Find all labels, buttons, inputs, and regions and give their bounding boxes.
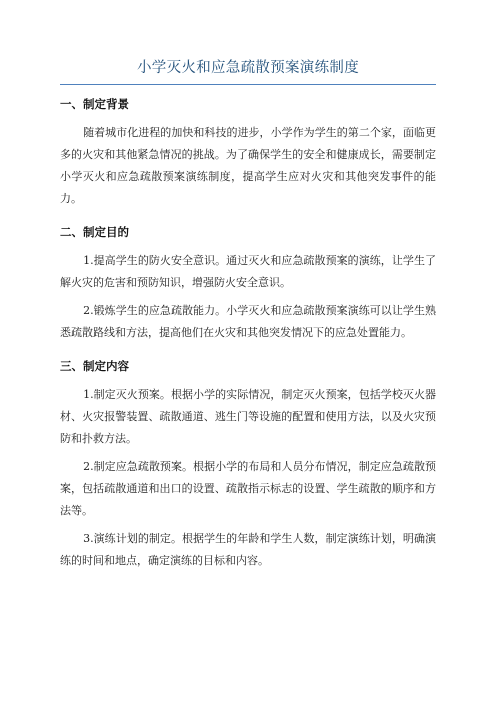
section-content: [60, 358, 436, 572]
paragraph: 3.演练计划的制定。根据学生的年龄和学生人数，制定演练计划，明确演练的时间和地点，确定演练的目标和内容。: [60, 532, 436, 567]
section-heading: 三、制定内容: [60, 359, 129, 373]
document-body: [60, 96, 436, 578]
section-spacer: [60, 350, 436, 358]
paragraph: 2.制定应急疏散预案。根据小学的布局和人员分布情况，制定应急疏散预案，包括疏散通道和出口的设置、疏散指示标志的设置、学生疏散的顺序和方法等。: [60, 460, 436, 517]
paragraph: 1.制定灭火预案。根据小学的实际情况，制定灭火预案，包括学校灭火器材、火灾报警装置、疏散通道、逃生门等设施的配置和使用方法，以及火灾预防和扑救方法。: [60, 388, 436, 445]
paragraph: 1.提高学生的防火安全意识。通过灭火和应急疏散预案的演练，让学生了解火灾的危害和预防知识，增强防火安全意识。: [60, 254, 436, 289]
section-spacer: [60, 216, 436, 224]
document-title: 小学灭火和应急疏散预案演练制度: [137, 60, 359, 76]
paragraph: 2.锻炼学生的应急疏散能力。小学灭火和应急疏散预案演练可以让学生熟悉疏散路线和方法，提高他们在火灾和其他突发情况下的应急处置能力。: [60, 304, 436, 339]
section-heading: 一、制定背景: [60, 97, 129, 111]
section-heading: 二、制定目的: [60, 225, 129, 239]
paragraph: 随着城市化进程的加快和科技的进步，小学作为学生的第二个家，面临更多的火灾和其他紧急情况的挑战。为了确保学生的安全和健康成长，需要制定小学灭火和应急疏散预案演练制度，提高学生应对火灾和其他突发事件的能力。: [60, 126, 436, 205]
section-background: [60, 96, 436, 210]
section-purpose: [60, 224, 436, 344]
title-underline: [60, 84, 436, 85]
